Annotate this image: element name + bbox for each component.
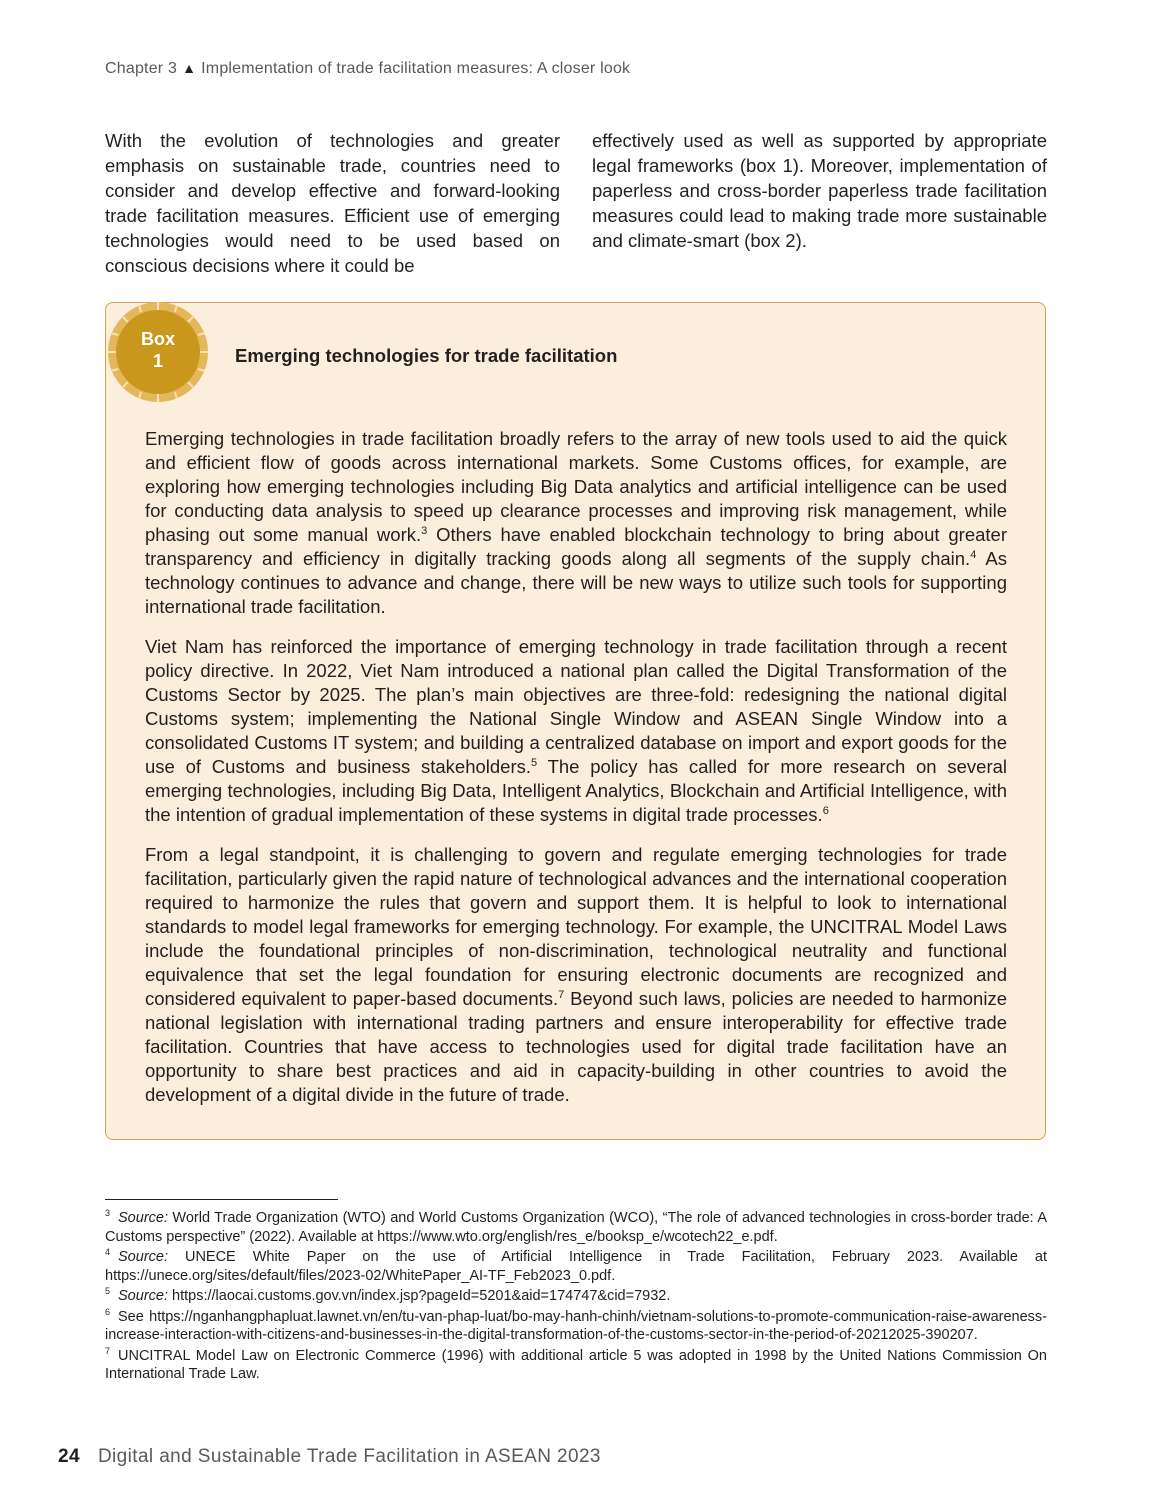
badge-label (107, 328, 209, 372)
page-number: 24 (58, 1446, 80, 1467)
footnote-number: 5 (105, 1286, 111, 1297)
triangle-icon: ▲ (182, 60, 197, 76)
footnote-text: World Trade Organization (WTO) and World Customs Organization (WCO), “The role of advanced technologies in cross-border trade: A Customs perspective” (2022). Available at https://www.wto.org/english/res_e/booksp_e/wcotech22_e.pdf. (105, 1210, 1047, 1245)
footnote-ref[interactable]: 3 (421, 524, 428, 537)
footnote-divider (105, 1199, 338, 1200)
paragraph-text: Others have enabled blockchain technology to bring about greater transparency and efficiency in digitally tracking goods along all segments of the supply chain. (145, 524, 1007, 569)
footnote-ref[interactable]: 7 (558, 988, 565, 1001)
footnote (105, 1347, 1047, 1384)
footnote-ref[interactable]: 5 (531, 756, 538, 769)
footnote-source-label: Source: (118, 1288, 168, 1304)
footnote-number: 6 (105, 1306, 111, 1317)
footnote-source-label: Source: (118, 1249, 168, 1265)
intro-left-column: With the evolution of technologies and greater emphasis on sustainable trade, countries need to consider and develop effective and forward-looking trade facilitation measures. Efficient use of emerging technologies would need to be used based on conscious decisions where it could be (105, 130, 560, 276)
footnote-number: 4 (105, 1247, 111, 1258)
footnote-ref[interactable]: 4 (970, 548, 977, 561)
intro-right-column: effectively used as well as supported by appropriate legal frameworks (box 1). Moreover, implementation of paperless and cross-border paperless trade facilitation measures could lead to making trade more sustainable and climate-smart (box 2). (592, 130, 1047, 251)
box-title: Emerging technologies for trade facilitation (235, 345, 618, 366)
paragraph-text: The policy has called for more research on several emerging technologies, including Big Data, Intelligent Analytics, Blockchain and Artificial Intelligence, with the intention of gradual implementation of these systems in digital trade processes. (145, 756, 1008, 825)
paragraph-text: Beyond such laws, policies are needed to harmonize national legislation with international trading partners and ensure interoperability for effective trade facilitation. Countries that have access to technologies used for digital trade facilitation have an opportunity to share best practices and aid in capacity-building in other countries to avoid the development of a digital divide in the future of trade. (145, 988, 1007, 1105)
box-body (145, 427, 1007, 1123)
badge-word: Box (140, 329, 175, 349)
footnote-number: 7 (105, 1345, 111, 1356)
footnote (105, 1248, 1047, 1285)
running-header (105, 60, 630, 78)
badge-number: 1 (152, 351, 163, 371)
footnote-text: UNECE White Paper on the use of Artificial Intelligence in Trade Facilitation, February 2023. Available at https://unece.org/sites/default/files/2023-02/WhitePaper_AI-TF_Feb2023_0.pdf. (105, 1249, 1047, 1284)
footnotes (105, 1209, 1047, 1386)
footnote-ref[interactable]: 6 (822, 804, 829, 817)
footnote-source-label: Source: (118, 1210, 168, 1226)
footnote-text: UNCITRAL Model Law on Electronic Commerce (1996) with additional article 5 was adopted in 1998 by the United Nations Commission On International Trade Law. (105, 1347, 1047, 1382)
publication-title: Digital and Sustainable Trade Facilitation in ASEAN 2023 (97, 1446, 601, 1467)
page-footer (58, 1446, 601, 1468)
footnote-text: See https://nganhangphapluat.lawnet.vn/en/tu-van-phap-luat/bo-may-hanh-chinh/vietnam-solutions-to-promote-communication-raise-awareness-increase-interaction-with-citizens-and-businesses-in-the-digital-transformation-of-the-customs-sector-in-the-period-of-20212025-390207. (105, 1308, 1047, 1343)
footnote-number: 3 (105, 1208, 111, 1219)
footnote-text: https://laocai.customs.gov.vn/index.jsp?pageId=5201&aid=174747&cid=7932. (168, 1288, 671, 1304)
footnote (105, 1209, 1047, 1246)
box-paragraph-2 (145, 635, 1007, 827)
footnote (105, 1287, 1047, 1306)
footnote (105, 1308, 1047, 1345)
paragraph-text: Emerging technologies in trade facilitation broadly refers to the array of new tools used to aid the quick and efficient flow of goods across international markets. Some Customs offices, for example, are exploring how emerging technologies including Big Data analytics and artificial intelligence can be used for conducting data analysis to speed up clearance processes and improving risk management, while phasing out some manual work. (145, 428, 1007, 545)
paragraph-text: From a legal standpoint, it is challenging to govern and regulate emerging technologies for trade facilitation, particularly given the rapid nature of technological advances and the international cooperation required to harmonize the rules that govern and support them. It is helpful to look to international standards to model legal frameworks for emerging technology. For example, the UNCITRAL Model Laws include the foundational principles of non-discrimination, technological neutrality and functional equivalence that set the legal foundation for ensuring electronic documents are recognized and considered equivalent to paper-based documents. (145, 844, 1007, 1009)
box-paragraph-3 (145, 843, 1007, 1107)
box-badge (107, 301, 209, 403)
paragraph-text: Viet Nam has reinforced the importance of emerging technology in trade facilitation through a recent policy directive. In 2022, Viet Nam introduced a national plan called the Digital Transformation of the Customs Sector by 2025. The plan’s main objectives are three-fold: redesigning the national digital Customs system; implementing the National Single Window and ASEAN Single Window into a consolidated Customs IT system; and building a centralized database on import and export goods for the use of Customs and business stakeholders. (145, 636, 1007, 777)
box-paragraph-1 (145, 427, 1007, 619)
chapter-title: Implementation of trade facilitation measures: A closer look (201, 60, 631, 77)
paragraph-text: As technology continues to advance and change, there will be new ways to utilize such tools for supporting international trade facilitation. (145, 548, 1007, 617)
chapter-label: Chapter 3 (105, 60, 178, 77)
